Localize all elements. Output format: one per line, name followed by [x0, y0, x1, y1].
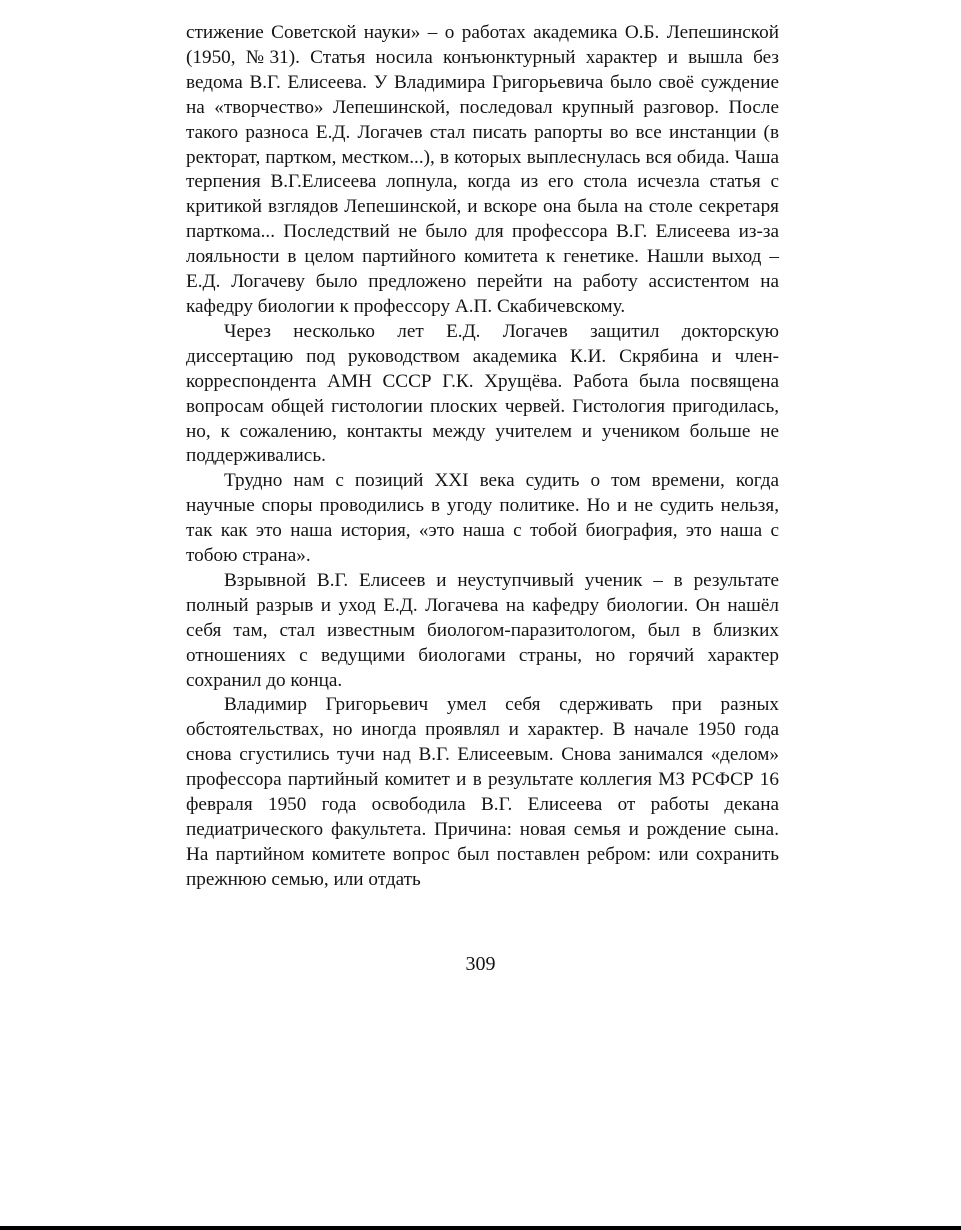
- paragraph-1: стижение Советской науки» – о работах академика О.Б. Лепешинской (1950, №31). Статья носила конъюнктурный характер и вышла без ведома В.Г. Елисеева. У Владимира Григорьевича было своё суждение на «творчество» Лепешинской, последовал крупный разговор. После такого разноса Е.Д. Логачев стал писать рапорты во все инстанции (в ректорат, партком, местком...), в которых выплеснулась вся обида. Чаша терпения В.Г.Елисеева лопнула, когда из его стола исчезла статья с критикой взглядов Лепешинской, и вскоре она была на столе секретаря парткома... Последствий не было для профессора В.Г. Елисеева из-за лояльности в целом партийного комитета к генетике. Нашли выход – Е.Д. Логачеву было предложено перейти на работу ассистентом на кафедру биологии к профессору А.П. Скабичевскому.: [186, 22, 779, 317]
- paragraph-2: Через несколько лет Е.Д. Логачев защитил докторскую диссертацию под руководством академика К.И. Скрябина и член-корреспондента АМН СССР Г.К. Хрущёва. Работа была посвящена вопросам общей гистологии плоских червей. Гистология пригодилась, но, к сожалению, контакты между учителем и учеником больше не поддерживались.: [186, 320, 779, 467]
- page-number: 309: [465, 953, 496, 975]
- scan-bottom-border: [0, 1226, 961, 1230]
- body-text: [186, 21, 779, 893]
- paragraph-4: Взрывной В.Г. Елисеев и неуступчивый ученик – в результате полный разрыв и уход Е.Д. Логачева на кафедру биологии. Он нашёл себя там, стал известным биологом-паразитологом, был в близких отношениях с ведущими биологами страны, но горячий характер сохранил до конца.: [186, 569, 779, 691]
- paragraph-3: Трудно нам с позиций XXI века судить о том времени, когда научные споры проводились в угоду политике. Но и не судить нельзя, так как это наша история, «это наша с тобой биография, это наша с тобою страна».: [186, 470, 779, 567]
- paragraph-5: Владимир Григорьевич умел себя сдерживать при разных обстоятельствах, но иногда проявлял и характер. В начале 1950 года снова сгустились тучи над В.Г. Елисеевым. Снова занимался «делом» профессора партийный комитет и в результате коллегия МЗ РСФСР 16 февраля 1950 года освободила В.Г. Елисеева от работы декана педиатрического факультета. Причина: новая семья и рождение сына. На партийном комитете вопрос был поставлен ребром: или сохранить прежнюю семью, или отдать: [186, 694, 779, 890]
